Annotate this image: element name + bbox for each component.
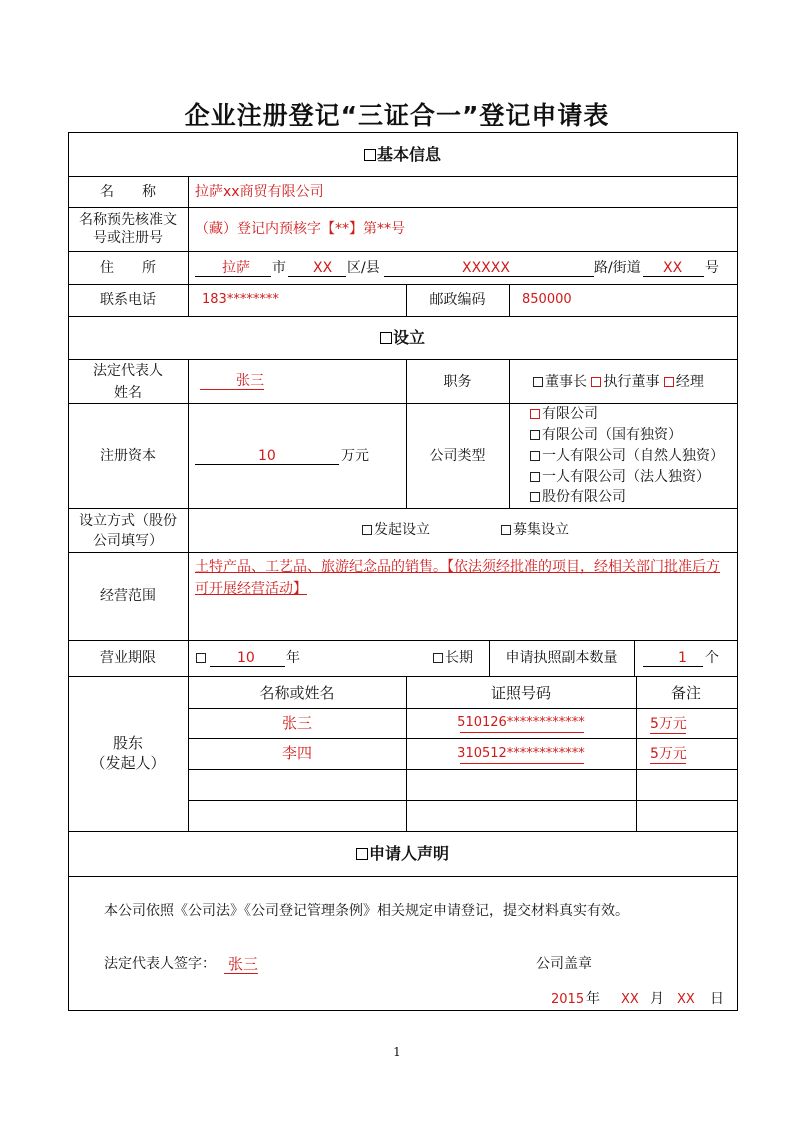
shareholder-name: 李四 [281, 744, 312, 762]
term-value: 10 [237, 650, 255, 666]
checkbox-icon[interactable] [433, 653, 443, 663]
seal-label: 公司盖章 [536, 956, 592, 972]
address-district-unit: 区/县 [347, 260, 380, 276]
phone-value: 183******** [202, 292, 279, 307]
address-city-underline [195, 276, 271, 277]
shareholder-note: 5万元 [650, 746, 687, 762]
row-line [68, 251, 737, 252]
scope-value [195, 556, 730, 600]
company-type-label: 公司类型 [429, 448, 486, 464]
checkbox-icon[interactable] [380, 332, 392, 344]
shareholders-label-line2: （发起人） [90, 754, 166, 772]
address-number-unit: 号 [705, 260, 719, 276]
col-line [509, 359, 510, 508]
phone-label: 联系电话 [100, 292, 156, 308]
col-line [188, 176, 189, 316]
shareholder-id: 510126************ [457, 715, 585, 730]
term-option-long[interactable]: 长期 [433, 649, 473, 667]
row-line [68, 284, 737, 285]
date-year-unit: 年 [586, 991, 600, 1007]
prename-label-line1: 名称预先核准文 [79, 212, 177, 228]
checkbox-icon[interactable] [530, 430, 540, 440]
shareholders-label-line1: 股东 [112, 734, 143, 752]
date-month: XX [621, 992, 639, 1007]
method-label-line1: 设立方式（股份 [79, 513, 177, 529]
checkbox-icon[interactable] [362, 525, 372, 535]
checkbox-icon[interactable] [530, 472, 540, 482]
row-line [68, 831, 737, 832]
row-line [188, 708, 737, 709]
row-line [188, 769, 737, 770]
checkbox-icon[interactable] [664, 377, 674, 387]
declaration-statement: 本公司依照《公司法》《公司登记管理条例》相关规定申请登记，提交材料真实有效。 [104, 903, 629, 919]
term-label: 营业期限 [100, 650, 156, 666]
checkbox-icon[interactable] [591, 377, 601, 387]
position-label: 职务 [443, 374, 472, 390]
term-unit: 年 [286, 650, 300, 666]
checkbox-icon[interactable] [196, 653, 206, 663]
sign-value: 张三 [228, 955, 259, 973]
checkbox-icon[interactable] [356, 848, 368, 860]
shareholder-note-underline [650, 733, 686, 734]
section-declaration [68, 845, 737, 863]
checkbox-icon[interactable] [501, 525, 511, 535]
shareholder-note-underline [650, 763, 686, 764]
company-type-option[interactable]: 股份有限公司 [530, 488, 626, 506]
address-road-unit: 路/街道 [594, 260, 641, 276]
company-type-option[interactable]: 一人有限公司（自然人独资） [530, 447, 724, 465]
address-road: XXXXX [462, 260, 510, 276]
sign-label: 法定代表人签字： [104, 956, 216, 972]
row-line [68, 207, 737, 208]
col-line [509, 284, 510, 316]
row-line [68, 552, 737, 553]
legal-rep-underline [200, 389, 264, 390]
checkbox-icon[interactable] [364, 149, 376, 161]
company-type-option[interactable]: 有限公司（国有独资） [530, 426, 682, 444]
scope-text: 土特产品、工艺品、旅游纪念品的销售。【依法须经批准的项目，经相关部门批准后方可开展经营活动】 [195, 559, 720, 597]
date-day-unit: 日 [710, 991, 724, 1007]
position-option-chairman[interactable]: 董事长 [533, 374, 587, 390]
prename-value: （藏）登记内预核字【**】第**号 [195, 221, 405, 237]
section-title: 申请人声明 [368, 844, 449, 863]
row-line [188, 800, 737, 801]
shareholder-note: 5万元 [650, 716, 687, 732]
document-title: 企业注册登记“三证合一”登记申请表 [184, 101, 610, 130]
section-title: 基本信息 [376, 145, 441, 164]
section-basic-info [68, 146, 737, 164]
checkbox-icon[interactable] [533, 377, 543, 387]
prename-label-line2: 号或注册号 [93, 230, 163, 246]
copies-underline [643, 666, 703, 667]
date-year: 2015 [551, 992, 585, 1007]
address-district-underline [288, 276, 346, 277]
term-option-years[interactable] [196, 649, 208, 667]
page-number: 1 [393, 1045, 401, 1059]
row-line [68, 508, 737, 509]
row-line [68, 359, 737, 360]
position-option-executive-director[interactable]: 执行董事 [591, 374, 659, 390]
copies-unit: 个 [705, 650, 719, 666]
date-month-unit: 月 [650, 991, 664, 1007]
shareholder-id: 310512************ [457, 746, 585, 761]
copies-value: 1 [678, 650, 687, 666]
position-options [533, 373, 704, 391]
checkbox-icon[interactable] [530, 409, 540, 419]
address-number: XX [663, 260, 683, 276]
checkbox-icon[interactable] [530, 451, 540, 461]
company-name-value: 拉萨xx商贸有限公司 [195, 184, 324, 200]
capital-value: 10 [258, 448, 276, 464]
shareholders-header-name: 名称或姓名 [259, 684, 335, 702]
shareholders-header-note: 备注 [670, 684, 701, 702]
address-road-underline [384, 276, 594, 277]
position-option-manager[interactable]: 经理 [664, 374, 704, 390]
method-label-line2: 公司填写） [93, 533, 163, 549]
method-option-promotion[interactable]: 发起设立 [362, 521, 430, 539]
capital-unit: 万元 [341, 448, 369, 464]
section-establish [68, 329, 737, 347]
row-line [68, 640, 737, 641]
legal-rep-value: 张三 [236, 373, 264, 389]
shareholder-name: 张三 [281, 714, 312, 732]
address-city-unit: 市 [272, 260, 286, 276]
copies-label: 申请执照副本数量 [505, 650, 618, 666]
checkbox-icon[interactable] [530, 492, 540, 502]
row-line [68, 403, 737, 404]
postcode-value: 850000 [522, 292, 572, 307]
address-city: 拉萨 [222, 260, 250, 276]
address-number-underline [643, 276, 704, 277]
capital-label: 注册资本 [100, 448, 156, 464]
shareholder-id-underline [460, 732, 584, 733]
shareholders-header-id: 证照号码 [490, 684, 551, 702]
legal-rep-label-line1: 法定代表人 [93, 363, 163, 379]
section-title: 设立 [392, 328, 425, 347]
postcode-label: 邮政编码 [429, 292, 486, 308]
method-option-offering[interactable]: 募集设立 [501, 521, 569, 539]
sign-underline [224, 973, 258, 974]
address-label: 住 所 [100, 260, 156, 276]
row-line [68, 176, 737, 177]
row-line [188, 738, 737, 739]
shareholder-id-underline [460, 763, 584, 764]
row-line [68, 876, 737, 877]
col-line [634, 640, 635, 676]
legal-rep-label-line2: 姓名 [114, 385, 142, 401]
date-day: XX [677, 992, 695, 1007]
company-type-option[interactable]: 一人有限公司（法人独资） [530, 468, 710, 486]
name-label: 名 称 [100, 184, 156, 200]
company-type-option[interactable]: 有限公司 [530, 405, 598, 423]
scope-label: 经营范围 [100, 588, 156, 604]
row-line [68, 316, 737, 317]
address-district: XX [313, 260, 333, 276]
